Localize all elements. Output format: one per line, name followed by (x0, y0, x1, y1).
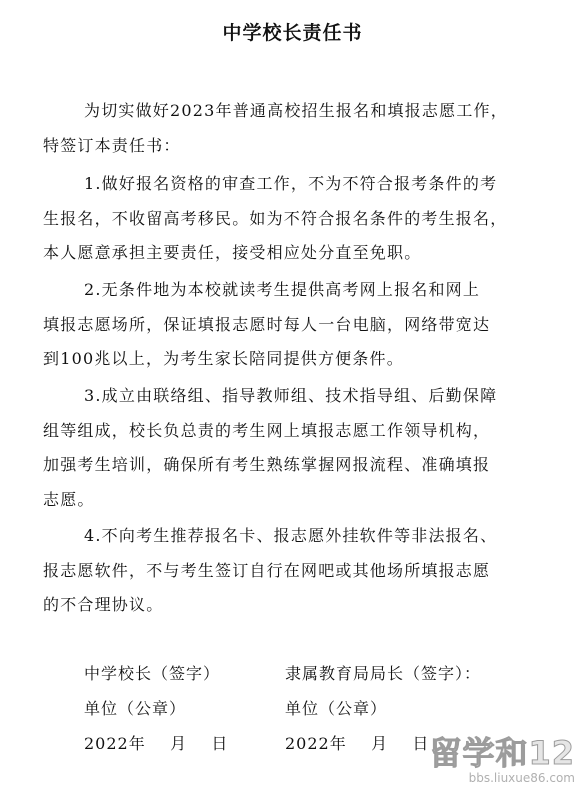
director-seal-label: 单位（公章） (285, 699, 388, 718)
paragraph-1-line-1: 为切实做好2023年普通高校招生报名和填报志愿工作， (84, 101, 508, 120)
paragraph-5-line-2: 报志愿软件，不与考生签订自行在网吧或其他场所填报志愿 (43, 561, 491, 580)
watermark-url: bbs.liuxue86.com (468, 771, 575, 785)
paragraph-3-line-3: 到100兆以上，为考生家长陪同提供方便条件。 (43, 349, 404, 368)
paragraph-4-line-4: 志愿。 (43, 490, 95, 509)
document-title: 中学校长责任书 (222, 22, 363, 44)
paragraph-2-line-2: 生报名，不收留高考移民。如为不符合报名条件的考生报名， (43, 209, 508, 228)
paragraph-4-line-2: 组等组成，校长负总责的考生网上填报志愿工作领导机构， (43, 421, 491, 440)
watermark-logo: 留学和12 (429, 734, 575, 772)
principal-date: 2022年 月 日 (84, 734, 229, 753)
paragraph-4-line-3: 加强考生培训，确保所有考生熟练掌握网报流程、准确填报 (43, 455, 491, 474)
paragraph-1-line-2: 特签订本责任书： (43, 136, 181, 155)
director-signature-label: 隶属教育局局长（签字）： (285, 664, 482, 683)
paragraph-2-line-1: 1.做好报名资格的审查工作，不为不符合报考条件的考 (84, 174, 498, 193)
paragraph-5-line-3: 的不合理协议。 (43, 595, 164, 614)
paragraph-3-line-1: 2.无条件地为本校就读考生提供高考网上报名和网上 (84, 280, 481, 299)
paragraph-5-line-1: 4.不向考生推荐报名卡、报志愿外挂软件等非法报名、 (84, 526, 498, 545)
site-watermark (429, 734, 575, 785)
paragraph-4-line-1: 3.成立由联络组、指导教师组、技术指导组、后勤保障 (84, 386, 498, 405)
paragraph-2-line-3: 本人愿意承担主要责任，接受相应处分直至免职。 (43, 243, 422, 262)
director-date: 2022年 月 日 (285, 734, 430, 753)
principal-signature-label: 中学校长（签字） (84, 664, 221, 683)
paragraph-3-line-2: 填报志愿场所，保证填报志愿时每人一台电脑，网络带宽达 (43, 315, 491, 334)
principal-seal-label: 单位（公章） (84, 699, 187, 718)
